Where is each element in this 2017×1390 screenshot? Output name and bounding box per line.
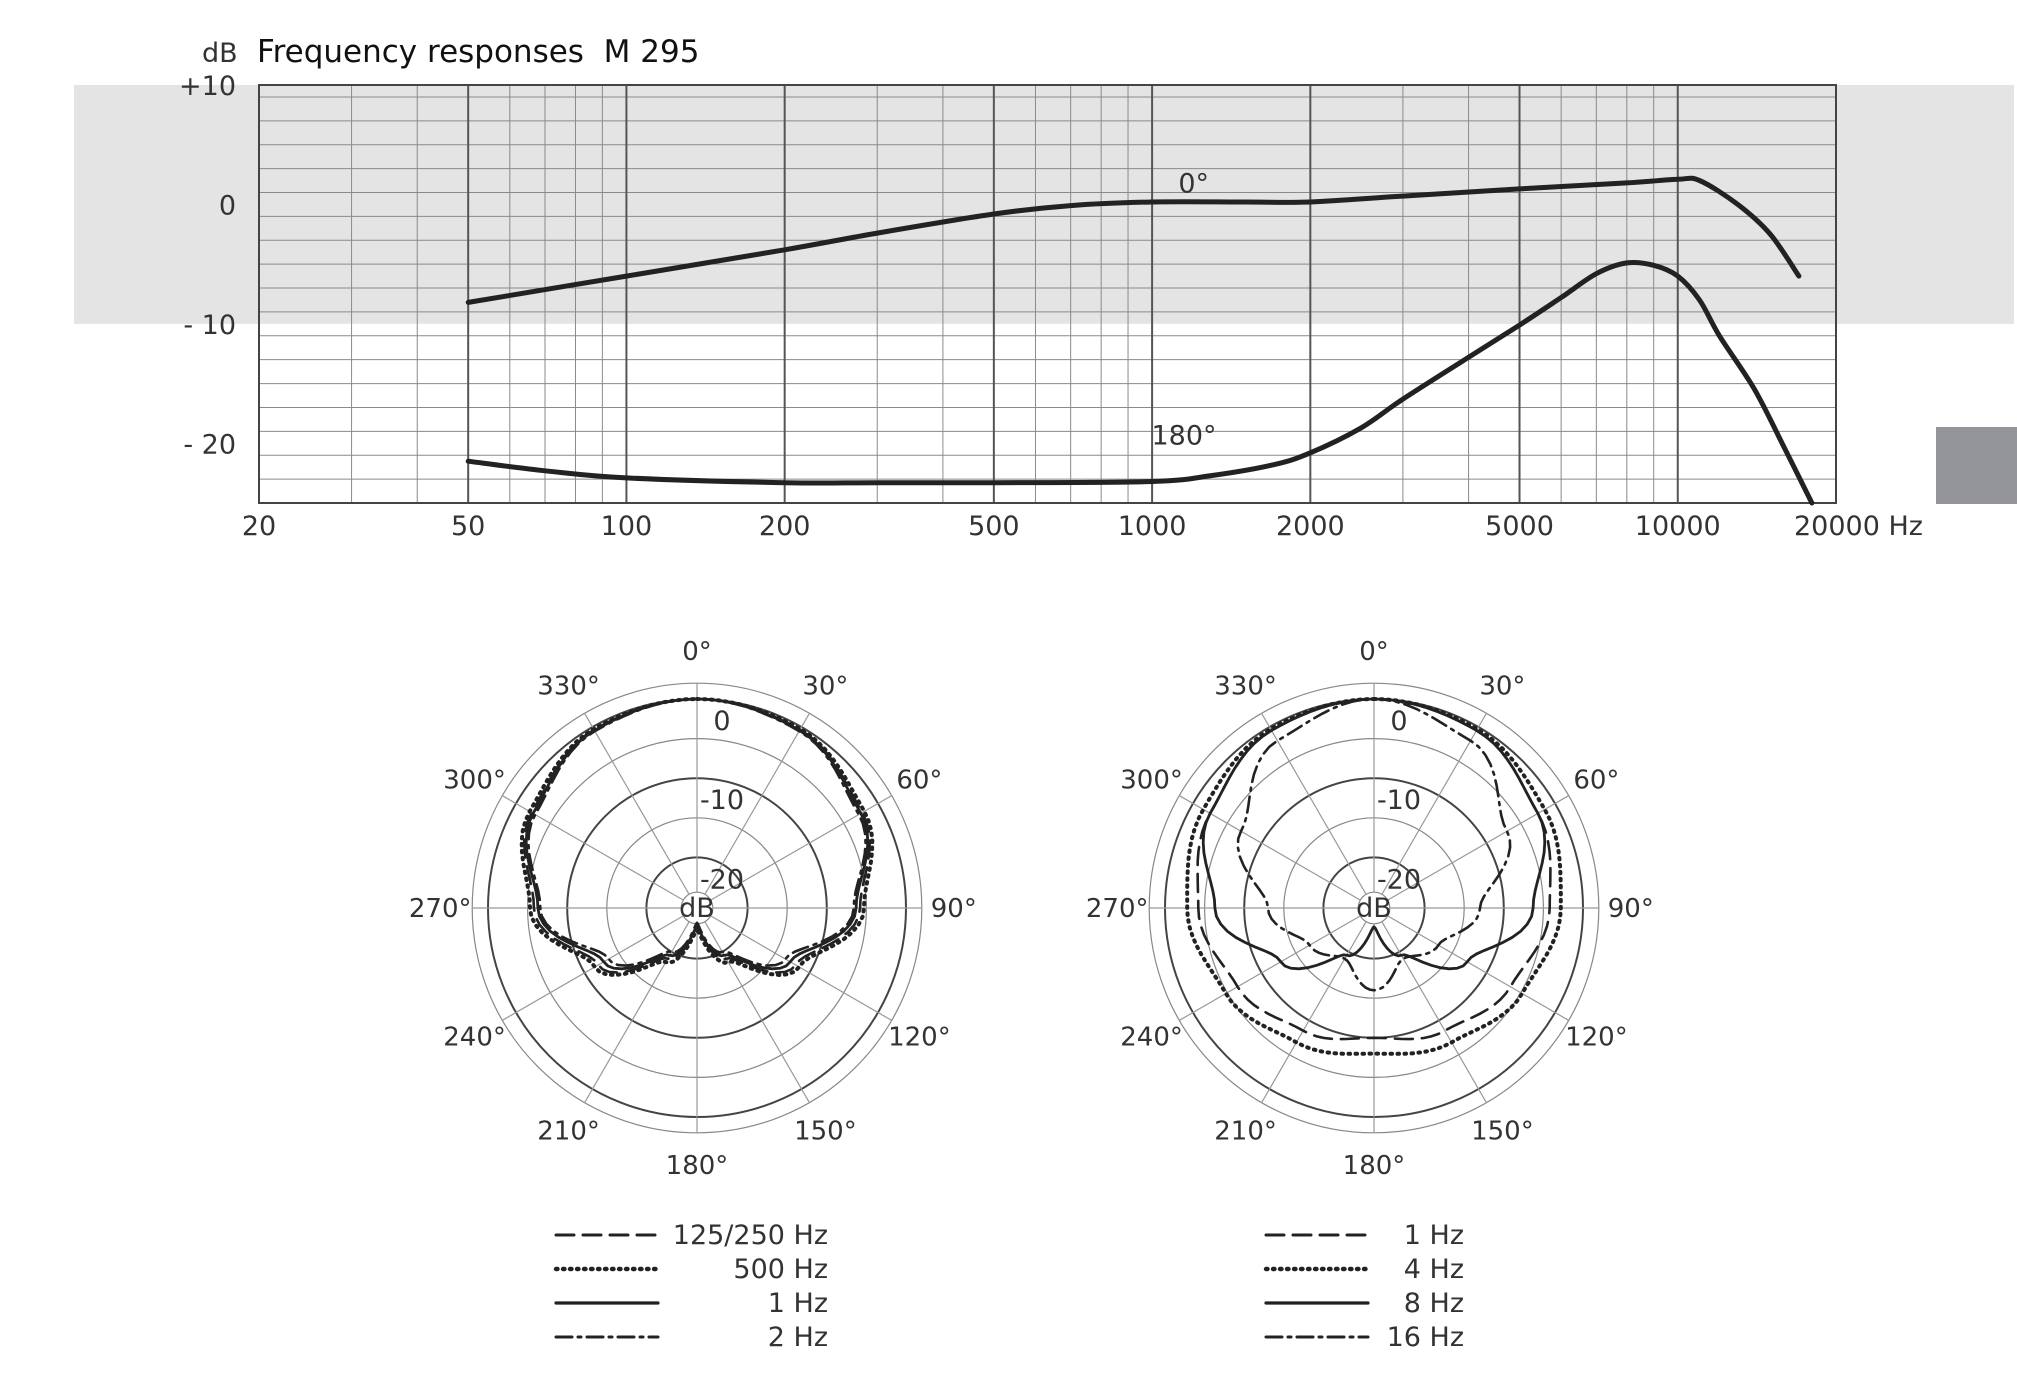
polar-angle-label: 180°	[665, 1150, 729, 1181]
polar-angle-label: 60°	[896, 765, 943, 796]
legend-right	[1266, 1220, 1464, 1353]
legend-label: 1 Hz	[1403, 1220, 1464, 1251]
y-tick-label: - 20	[183, 429, 236, 461]
polar-angle-label: 270°	[1085, 894, 1149, 924]
polar-angle-label: 210°	[1214, 1116, 1277, 1147]
polar-angle-label: 0°	[1359, 637, 1389, 668]
chart-unit-label: dB	[202, 38, 238, 69]
polar-angle-label: 210°	[537, 1116, 600, 1147]
legend-label: 500 Hz	[733, 1254, 828, 1285]
polar-angle-label: 90°	[1607, 894, 1654, 924]
polar-ring-label: -10	[699, 785, 745, 817]
x-tick-label: 50	[451, 511, 486, 542]
polar-angle-label: 300°	[1120, 765, 1183, 796]
polar-angle-label: 330°	[537, 671, 600, 702]
x-tick-label: 10000	[1634, 511, 1721, 542]
x-tick-label: 1000	[1117, 511, 1187, 542]
polar-center-label: dB	[679, 893, 715, 924]
x-tick-label: 2000	[1275, 511, 1345, 542]
curve-label: 180°	[1151, 420, 1217, 452]
legend-label: 125/250 Hz	[672, 1220, 828, 1251]
polar-angle-label: 270°	[408, 894, 472, 924]
polar-ring-label: -20	[699, 864, 745, 896]
polar-angle-label: 120°	[1565, 1022, 1628, 1053]
x-tick-label: 100	[600, 511, 653, 542]
polar-angle-label: 30°	[802, 671, 849, 702]
polar-angle-label: 0°	[682, 637, 712, 668]
polar-angle-label: 60°	[1573, 765, 1620, 796]
x-tick-label: 200	[758, 511, 811, 542]
polar-ring-label: 0	[1390, 706, 1408, 737]
curve-label: 0°	[1178, 168, 1210, 200]
legend-label: 16 Hz	[1386, 1322, 1464, 1353]
x-tick-label: 5000	[1485, 511, 1554, 542]
legend-label: 8 Hz	[1403, 1288, 1464, 1319]
legend-label: 4 Hz	[1403, 1254, 1464, 1285]
polar-ring-label: 0	[713, 706, 731, 737]
chart-title: Frequency responses M 295	[257, 34, 700, 70]
polar-plot-left	[409, 637, 977, 1181]
polar-angle-label: 90°	[930, 894, 977, 924]
polar-plot-right	[1086, 637, 1654, 1181]
polar-angle-label: 330°	[1214, 671, 1277, 702]
polar-angle-label: 150°	[1471, 1116, 1534, 1147]
polar-ring-label: -10	[1376, 785, 1422, 817]
legend-label: 1 Hz	[767, 1288, 828, 1319]
x-tick-label: 20000 Hz	[1794, 511, 1923, 542]
y-tick-label: +10	[179, 71, 236, 102]
y-tick-label: - 10	[183, 309, 236, 341]
polar-angle-label: 120°	[888, 1022, 951, 1053]
polar-angle-label: 240°	[1120, 1022, 1183, 1053]
x-tick-label: 500	[968, 511, 1020, 542]
legend-left	[556, 1220, 828, 1353]
y-tick-label: 0	[218, 190, 236, 222]
polar-center-label: dB	[1356, 893, 1392, 924]
polar-angle-label: 300°	[443, 765, 506, 796]
polar-ring-label: -20	[1376, 864, 1422, 896]
legend-label: 2 Hz	[767, 1322, 828, 1353]
polar-angle-label: 30°	[1479, 671, 1526, 702]
x-tick-label: 20	[241, 511, 277, 542]
side-tab	[1936, 427, 2017, 504]
polar-angle-label: 150°	[794, 1116, 857, 1147]
polar-angle-label: 180°	[1342, 1150, 1406, 1181]
polar-angle-label: 240°	[443, 1022, 506, 1053]
